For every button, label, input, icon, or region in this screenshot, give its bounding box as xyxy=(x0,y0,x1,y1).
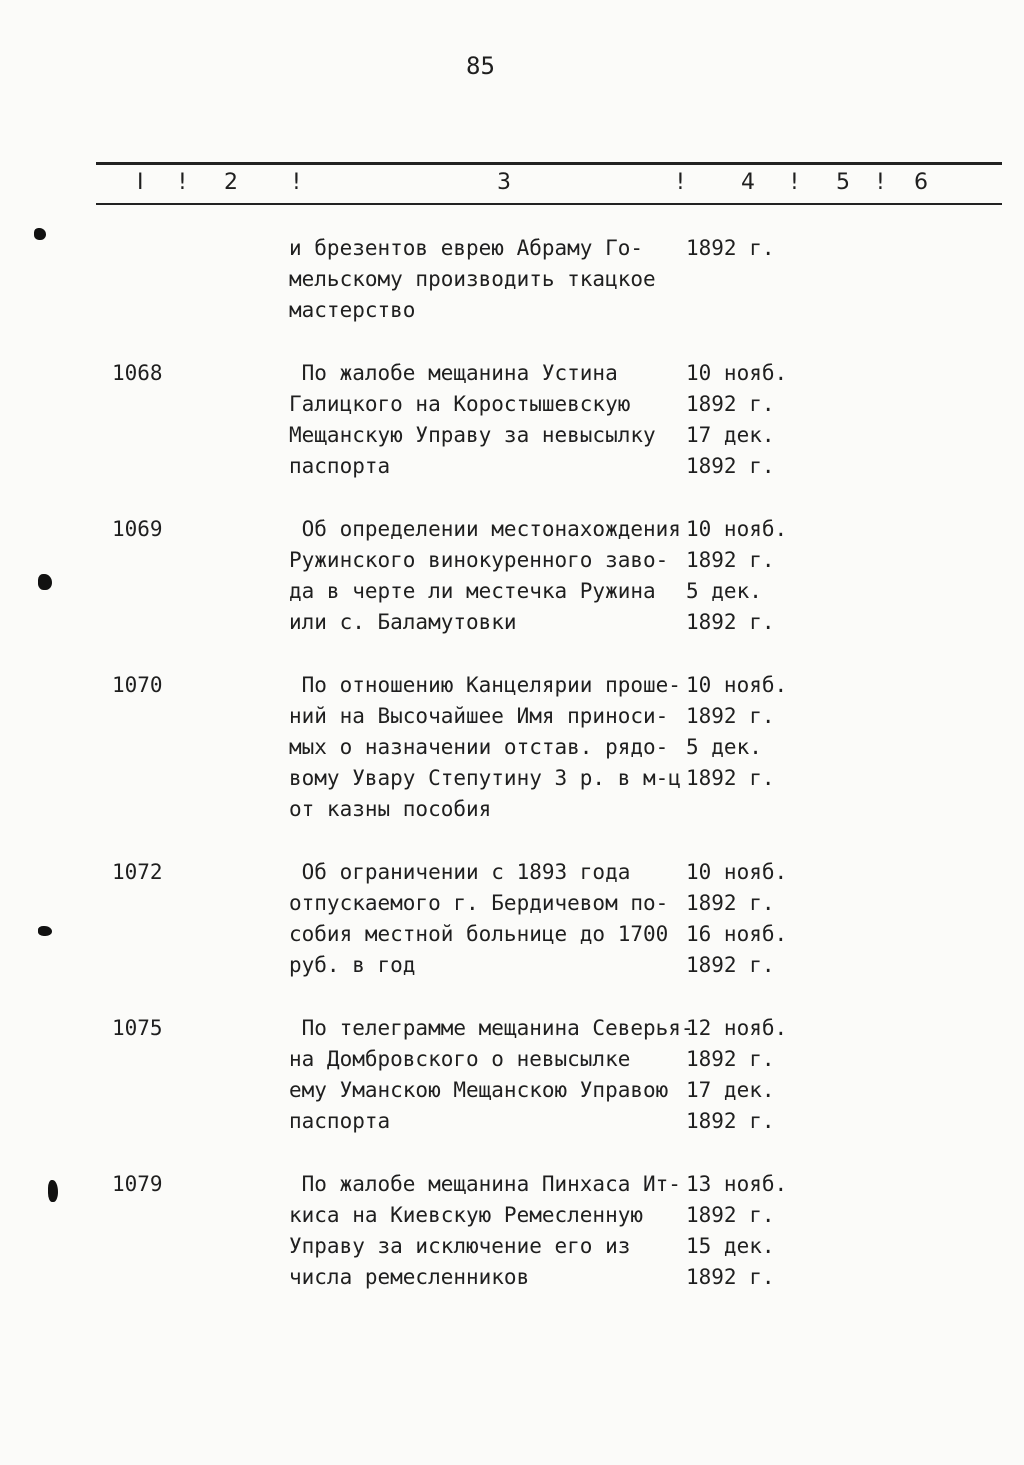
entry-number: 1068 xyxy=(112,361,163,385)
header-col-1: I xyxy=(137,170,144,195)
header-rule-top xyxy=(96,162,1002,165)
entry-date-line: 15 дек. xyxy=(686,1234,775,1258)
entry-date-line: 1892 г. xyxy=(686,548,775,572)
header-sep: ! xyxy=(292,170,301,195)
entry-text-line: Об определении местонахождения xyxy=(289,517,681,541)
scan-speck xyxy=(34,228,46,240)
header-col-5: 5 xyxy=(836,170,850,195)
entry-text-line: По жалобе мещанина Устина xyxy=(289,361,618,385)
entry-date-line: 10 нояб. xyxy=(686,860,788,884)
entry-text-line: По жалобе мещанина Пинхаса Ит- xyxy=(289,1172,681,1196)
entry-date-line: 1892 г. xyxy=(686,1109,775,1133)
header-sep: ! xyxy=(876,170,885,195)
entry-date-line: 12 нояб. xyxy=(686,1016,788,1040)
header-sep: ! xyxy=(178,170,187,195)
entry-text-line: собия местной больнице до 1700 xyxy=(289,922,669,946)
entry-text-line: вому Увару Степутину 3 р. в м-ц xyxy=(289,766,681,790)
entry-date-line: 1892 г. xyxy=(686,454,775,478)
header-col-6: 6 xyxy=(914,170,928,195)
entry-text-line: По телеграмме мещанина Северья- xyxy=(289,1016,694,1040)
entry-text-line: киса на Киевскую Ремесленную xyxy=(289,1203,644,1227)
header-col-2: 2 xyxy=(224,170,238,195)
entry-date-line: 1892 г. xyxy=(686,704,775,728)
header-col-3: 3 xyxy=(497,170,511,195)
entry-date-line: 5 дек. xyxy=(686,735,762,759)
entry-number: 1079 xyxy=(112,1172,163,1196)
header-col-4: 4 xyxy=(741,170,755,195)
entry-text-line: паспорта xyxy=(289,454,391,478)
entry-text-line: мельскому производить ткацкое xyxy=(289,267,656,291)
entry-date-line: 1892 г. xyxy=(686,891,775,915)
entry-text-line: мастерство xyxy=(289,298,416,322)
entry-date-line: 1892 г. xyxy=(686,1047,775,1071)
header-rule-bottom xyxy=(96,203,1002,205)
entry-date-line: 17 дек. xyxy=(686,423,775,447)
entry-number: 1070 xyxy=(112,673,163,697)
entry-date-line: 1892 г. xyxy=(686,610,775,634)
entry-date-line: 1892 г. xyxy=(686,766,775,790)
entry-text-line: ний на Высочайшее Имя приноси- xyxy=(289,704,669,728)
entry-text-line: ему Уманскою Мещанскою Управою xyxy=(289,1078,669,1102)
entry-date-line: 5 дек. xyxy=(686,579,762,603)
scan-speck xyxy=(38,574,52,590)
entry-date-line: 1892 г. xyxy=(686,392,775,416)
entry-date-line: 16 нояб. xyxy=(686,922,788,946)
entry-text-line: на Домбровского о невысылке xyxy=(289,1047,631,1071)
entry-text-line: или с. Баламутовки xyxy=(289,610,517,634)
entry-date-line: 17 дек. xyxy=(686,1078,775,1102)
entry-number: 1072 xyxy=(112,860,163,884)
entry-date-line: 13 нояб. xyxy=(686,1172,788,1196)
entry-text-line: отпускаемого г. Бердичевом по- xyxy=(289,891,669,915)
entry-text-line: числа ремесленников xyxy=(289,1265,530,1289)
entry-text-line: мых о назначении отстав. рядо- xyxy=(289,735,669,759)
page-number: 85 xyxy=(466,52,495,80)
entry-date-line: 10 нояб. xyxy=(686,673,788,697)
entry-text-line: паспорта xyxy=(289,1109,391,1133)
entry-date-line: 1892 г. xyxy=(686,236,775,260)
entry-text-line: По отношению Канцелярии проше- xyxy=(289,673,681,697)
entry-text-line: Мещанскую Управу за невысылку xyxy=(289,423,656,447)
entry-date-line: 1892 г. xyxy=(686,953,775,977)
entry-date-line: 1892 г. xyxy=(686,1265,775,1289)
entry-date-line: 1892 г. xyxy=(686,1203,775,1227)
entry-text-line: и брезентов еврею Абраму Го- xyxy=(289,236,644,260)
entry-number: 1069 xyxy=(112,517,163,541)
entry-text-line: Об ограничении с 1893 года xyxy=(289,860,631,884)
scan-speck xyxy=(38,926,52,936)
entry-text-line: Управу за исключение его из xyxy=(289,1234,631,1258)
entry-text-line: да в черте ли местечка Ружина xyxy=(289,579,656,603)
entry-text-line: Ружинского винокуренного заво- xyxy=(289,548,669,572)
scan-speck xyxy=(48,1180,58,1202)
entry-date-line: 10 нояб. xyxy=(686,361,788,385)
entry-number: 1075 xyxy=(112,1016,163,1040)
entry-text-line: от казны пособия xyxy=(289,797,492,821)
entry-text-line: руб. в год xyxy=(289,953,416,977)
header-sep: ! xyxy=(790,170,799,195)
entry-text-line: Галицкого на Коростышевскую xyxy=(289,392,631,416)
entry-date-line: 10 нояб. xyxy=(686,517,788,541)
header-sep: ! xyxy=(676,170,685,195)
